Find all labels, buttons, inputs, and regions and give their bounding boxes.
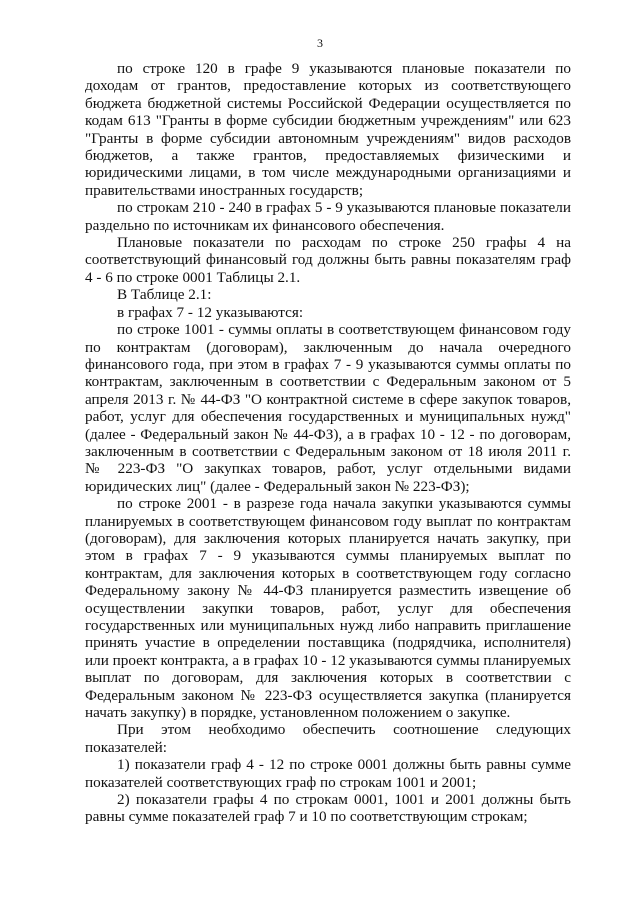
paragraph: В Таблице 2.1: bbox=[117, 286, 212, 304]
paragraph: 2) показатели графы 4 по строкам 0001, 1001 и 2001 должны быть равны сумме показателей граф 7 и 10 по соответствующим строкам; bbox=[85, 791, 571, 826]
paragraph: по строке 120 в графе 9 указываются плановые показатели по доходам от грантов, предоставление которых из соответствующего бюджета бюджетной системы Российской Федерации осуществляется по кодам 613 "Гранты в форме субсидии бюджетным учреждениям" или 623 "Гранты в форме субсидии автономным учреждениям" видов расходов бюджетов, а также грантов, предоставляемых физическими и юридическими лицами, в том числе международными организациями и правительствами иностранных государств; bbox=[85, 60, 571, 199]
paragraph: по строкам 210 - 240 в графах 5 - 9 указываются плановые показатели раздельно по источникам их финансового обеспечения. bbox=[85, 199, 571, 234]
body-text bbox=[85, 60, 571, 826]
paragraph: При этом необходимо обеспечить соотношение следующих показателей: bbox=[85, 721, 571, 756]
paragraph: в графах 7 - 12 указываются: bbox=[117, 303, 304, 321]
paragraph: по строке 1001 - суммы оплаты в соответствующем финансовом году по контрактам (договорам), заключенным до начала очередного финансового года, при этом в графах 7 - 9 указываются суммы оплаты по контрактам, заключенным в соответствии с Федеральным законом от 5 апреля 2013 г. № 44-ФЗ "О контрактной системе в сфере закупок товаров, работ, услуг для обеспечения государственных и муниципальных нужд" (далее - Федеральный закон № 44-ФЗ), а в графах 10 - 12 - по договорам, заключенным в соответствии с Федеральным законом от 18 июля 2011 г. № 223-ФЗ "О закупках товаров, работ, услуг отдельными видами юридических лиц" (далее - Федеральный закон № 223-ФЗ); bbox=[85, 321, 571, 495]
paragraph: по строке 2001 - в разрезе года начала закупки указываются суммы планируемых в соответствующем финансовом году выплат по контрактам (договорам), для заключения которых планируется начать закупку, при этом в графах 7 - 9 указываются суммы планируемых выплат по контрактам, для заключения которых в соответствующем году согласно Федеральному закону № 44-ФЗ планируется разместить извещение об осуществлении закупки товаров, работ, услуг для обеспечения государственных или муниципальных нужд либо направить приглашение принять участие в определении поставщика (подрядчика, исполнителя) или проект контракта, а в графах 10 - 12 указываются суммы планируемых выплат по договорам, для заключения которых в соответствии с Федеральным законом № 223-ФЗ осуществляется закупка (планируется начать закупку) в порядке, установленном положением о закупке. bbox=[85, 495, 571, 722]
paragraph: 1) показатели граф 4 - 12 по строке 0001 должны быть равны сумме показателей соответствующих граф по строкам 1001 и 2001; bbox=[85, 756, 571, 791]
page-number: 3 bbox=[317, 36, 323, 50]
paragraph: Плановые показатели по расходам по строке 250 графы 4 на соответствующий финансовый год должны быть равны показателям граф 4 - 6 по строке 0001 Таблицы 2.1. bbox=[85, 234, 571, 286]
